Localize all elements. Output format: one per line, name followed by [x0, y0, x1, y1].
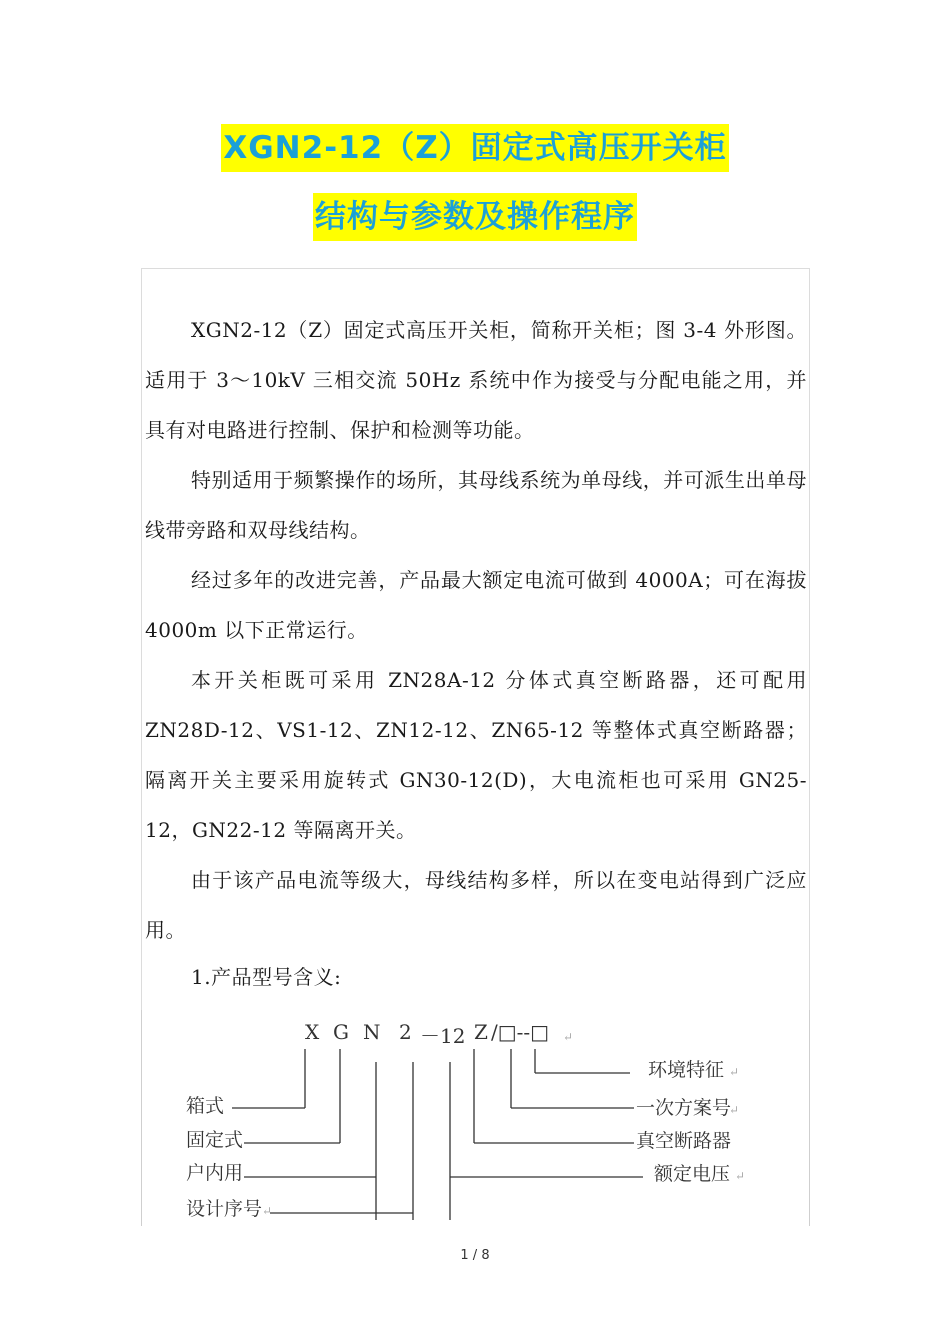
label-vacuum-breaker: 真空断路器 [636, 1130, 732, 1152]
paragraph-rating: 经过多年的改进完善，产品最大额定电流可做到 4000A；可在海拔 4000m 以下正常运行。 [145, 568, 807, 642]
document-subtitle: 结构与参数及操作程序 [313, 193, 637, 241]
label-environment: 环境特征 [648, 1059, 725, 1081]
label-design-serial: 设计序号 [186, 1198, 263, 1220]
return-mark-icon: ↵ [729, 1065, 740, 1079]
section-heading-model-meaning: 1.产品型号含义: [191, 965, 342, 989]
label-box-type: 箱式 [186, 1095, 225, 1117]
paragraph-application: 特别适用于频繁操作的场所，其母线系统为单母线，并可派生出单母线带旁路和双母线结构。 [145, 468, 807, 542]
model-code-2: 2 [399, 1020, 412, 1044]
paragraph-intro: XGN2-12（Z）固定式高压开关柜，简称开关柜；图 3-4 外形图。适用于 3～10kV 三相交流 50Hz 系统中作为接受与分配电能之用，并具有对电路进行控制、保护和检测等功能。 [145, 318, 807, 442]
page-number: 1 / 8 [460, 1248, 490, 1263]
document-title: XGN2-12（Z）固定式高压开关柜 [221, 124, 728, 172]
paragraph-usage: 由于该产品电流等级大，母线结构多样，所以在变电站得到广泛应用。 [145, 868, 807, 942]
model-code-x: X [305, 1020, 320, 1044]
label-rated-voltage: 额定电压 [654, 1163, 731, 1185]
model-code-suffix: /□--□ [491, 1020, 550, 1044]
return-mark-icon: ↵ [563, 1030, 574, 1044]
return-mark-icon: ↵ [729, 1103, 740, 1117]
return-mark-icon: ↵ [735, 1169, 746, 1183]
paragraph-breakers: 本开关柜既可采用 ZN28A-12 分体式真空断路器，还可配用 ZN28D-12、VS1-12、ZN12-12、ZN65-12 等整体式真空断路器；隔离开关主要采用旋转式 GN30-12(D)，大电流柜也可采用 GN25-12，GN22-12 等隔离开关。 [145, 668, 807, 842]
return-mark-icon: ↵ [262, 1204, 273, 1218]
label-indoor: 户内用 [186, 1162, 244, 1184]
label-fixed-type: 固定式 [186, 1129, 244, 1151]
model-code-n: N [363, 1020, 381, 1044]
model-code-g: G [333, 1020, 349, 1044]
label-primary-scheme: 一次方案号 [636, 1097, 732, 1119]
model-code-z: Z [474, 1020, 488, 1044]
model-code-12: －12 [420, 1024, 466, 1048]
